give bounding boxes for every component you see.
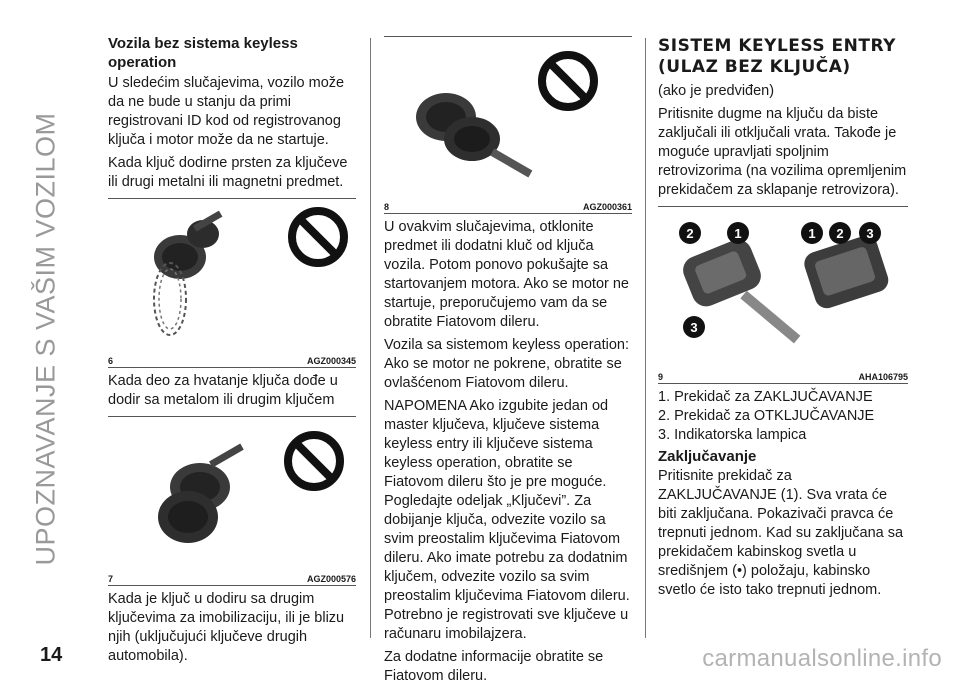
key-fob-icon [801,233,891,312]
paragraph: Pritisnite prekidač za ZAKLJUČAVANJE (1). Sva vrata će biti zaključana. Pokazivači pravca će trepnuti jednom. Kad su zaključana sa prekidačem kabinskog svetla u središnjem (•) položaju, kabinsko svetlo će isto tako trepnuti jednom. [658,468,904,598]
sub-heading: Zaključavanje [658,448,757,465]
callout-label: 1 [808,226,816,241]
paragraph: Vozila sa sistemom keyless operation: Ako se motor ne pokrene, obratite se ovlašćenom Fiatovom dileru. [384,337,629,391]
figure-number: 6 [108,356,114,366]
paragraph: Kada ključ dodirne prsten za ključeve ili drugi metalni ili magnetni predmet. [108,155,348,190]
section-heading: SISTEM KEYLESS ENTRY (ULAZ BEZ KLJUČA) [658,36,896,77]
section-side-title: UPOZNAVANJE S VAŠIM VOZILOM [30,112,61,566]
list-item: 2. Prekidač za OTKLJUČAVANJE [658,408,875,424]
figure-8 [384,36,632,214]
figure-code: AGZ000576 [306,574,356,584]
callout-label: 2 [836,226,844,241]
car-key-icon [158,444,244,543]
figure-9 [658,206,908,384]
column-divider [370,38,371,638]
legend-list [658,388,908,445]
column-divider [645,38,646,638]
callout-label: 1 [734,226,742,241]
two-keys-illustration [384,37,632,199]
figure-7 [108,416,356,586]
callout-label: 3 [690,320,698,335]
car-key-icon [154,211,222,335]
car-key-icon [416,93,532,177]
no-symbol-icon [542,55,594,107]
key-ring-illustration [108,199,356,353]
paragraph: U sledećim slučajevima, vozilo može da ne bude u stanju da primi registrovani ID kod od registrovanog ključa i motor može da ne startuje. [108,75,345,148]
figure-number: 7 [108,574,114,584]
section-heading: Vozila bez sistema keyless operation [108,35,298,71]
page-number: 14 [40,644,63,666]
paragraph: Za dodatne informacije obratite se Fiatovom dileru. [384,649,604,684]
figure-number: 9 [658,372,664,382]
list-item: 1. Prekidač za ZAKLJUČAVANJE [658,389,873,405]
paragraph: Pritisnite dugme na ključu da biste zaključali ili otključali vrata. Takođe je moguće upravljati spoljnim retrovizorima (na vozilima opremljenim prekidačem za sklapanje retrovizora). [658,106,907,198]
watermark: carmanualsonline.info [702,645,942,672]
paragraph: Kada deo za hvatanje ključa dođe u dodir sa metalom ili drugim ključem [108,373,338,408]
note-paragraph: NAPOMENA Ako izgubite jedan od master ključeva, ključeve sistema keyless entry ili ključeve sistema keyless operation, obratite se Fiatovom dileru što je pre moguće. Pogledajte odeljak „Ključevi”. Za dobijanje ključa, odvezite vozilo sa svim preostalim ključevima Fiatovom dileru. Ako imate potrebu za dodatnim ključem, odvezite vozilo sa svim preostalim ključevima Fiatovom dileru. Potrebno je registrovati sve ključeve u računaru imobilajzera. [384,398,630,642]
figure-code: AGZ000361 [582,202,632,212]
key-contact-illustration [108,417,356,571]
no-symbol-icon [292,211,344,263]
no-symbol-icon [288,435,340,487]
callout-label: 3 [866,226,874,241]
figure-code: AGZ000345 [306,356,356,366]
figure-code: AHA106795 [858,372,908,382]
key-fob-illustration [658,207,908,369]
column-2 [384,32,632,690]
paragraph: U ovakvim slučajevima, otklonite predmet ili dodatni kluč od ključa vozila. Potom ponovo pokušajte sa startovanjem motora. Ako se motor ne startuje, preporučujemo vam da se obratite Fiatovom dileru. [384,219,629,330]
column-1 [108,34,356,670]
figure-number: 8 [384,202,390,212]
subtitle: (ako je predviđen) [658,83,775,99]
paragraph: Kada je ključ u dodiru sa drugim ključevima za imobilizaciju, ili je blizu njih (uključujući ključeve drugih automobila). [108,591,345,664]
figure-6 [108,198,356,368]
list-item: 3. Indikatorska lampica [658,427,807,443]
column-3 [658,36,908,604]
callout-label: 2 [686,226,694,241]
